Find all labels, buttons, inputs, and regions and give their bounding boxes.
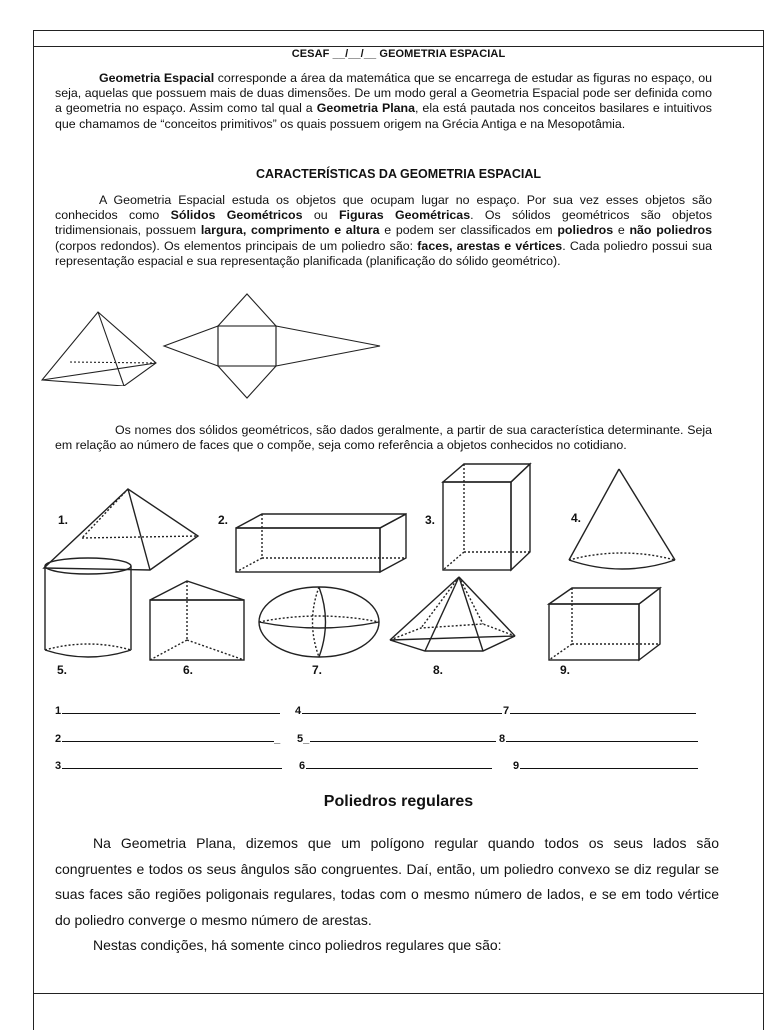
solid-5-cylinder: [42, 556, 134, 660]
solid-7-sphere: [256, 584, 382, 660]
footer-rule: [33, 993, 764, 994]
poliedros-regulares-paragraph: Na Geometria Plana, dizemos que um polígono regular quando todos os seus lados são congruentes e todos os seus ângulos são congruentes. Daí, então, um poliedro convexo se diz regular se suas faces são regiões poligonais regulares, todas com o mesmo número de lados, e se em todo vértice do poliedro converge o mesmo número de arestas. Nestas condições, há somente cinco poliedros regulares que são:: [55, 835, 719, 953]
solid-label-4: 4.: [571, 511, 582, 525]
answer-blank-1[interactable]: 1: [55, 704, 280, 717]
pyramid-figure: [40, 308, 160, 386]
solid-8-hexagonal-pyramid: [387, 574, 519, 654]
answer-blank-2[interactable]: 2 _: [55, 733, 281, 745]
solid-6-triangular-prism: [147, 578, 247, 662]
solid-label-7: 7.: [312, 663, 323, 677]
solid-4-cone: [565, 466, 680, 572]
solid-label-5: 5.: [57, 663, 68, 677]
header-rule: [33, 46, 764, 47]
solid-9-cube: [546, 586, 664, 662]
answer-blank-4[interactable]: 4: [295, 704, 502, 717]
intro-paragraph: Geometria Espacial corresponde a área da matemática que se encarrega de estudar as figuras no espaço, ou seja, aquelas que possuem mais de duas dimensões. De um modo geral a Geometria Espacial pode ser definida como a geometria no espaço. Assim como tal qual a Geometria Plana, ela está pautada nos conceitos basilares e intuitivos que chamamos de “conceitos primitivos” os quais possuem origem na Grécia Antiga e na Mesopotâmia.: [55, 71, 713, 131]
solid-label-2: 2.: [218, 513, 229, 527]
solid-label-6: 6.: [183, 663, 194, 677]
answer-blank-9[interactable]: 9: [513, 759, 698, 772]
answer-blank-6[interactable]: 6: [299, 759, 492, 772]
solid-2-prism: [232, 512, 412, 574]
solid-label-9: 9.: [560, 663, 571, 677]
caracteristicas-paragraph: A Geometria Espacial estuda os objetos que ocupam lugar no espaço. Por sua vez esses objetos são conhecidos como Sólidos Geométricos ou Figuras Geométricas. Os sólidos geométricos são objetos tridimensionais, possuem largura, comprimento e altura e podem ser classificados em poliedros e não poliedros (corpos redondos). Os elementos principais de um poliedro são: faces, arestas e vértices. Cada poliedro possui sua representação espacial e sua representação planificada (planificação do sólido geométrico).: [55, 193, 713, 268]
pyramid-net-figure: [160, 292, 385, 402]
nomes-paragraph: Os nomes dos sólidos geométricos, são dados geralmente, a partir de sua característica determinante. Seja em relação ao número de faces que o compõe, seja como referência a objetos conhecidos no cotidiano.: [55, 423, 712, 453]
solid-3-tall-prism: [440, 462, 535, 572]
answer-blank-5[interactable]: 5_: [297, 732, 496, 745]
solid-label-8: 8.: [433, 663, 444, 677]
solid-label-3: 3.: [425, 513, 436, 527]
worksheet-header: CESAF __/__/__ GEOMETRIA ESPACIAL: [291, 48, 506, 60]
answer-blank-3[interactable]: 3: [55, 759, 282, 772]
section-title-caracteristicas: CARACTERÍSTICAS DA GEOMETRIA ESPACIAL: [256, 167, 541, 181]
answer-blank-7[interactable]: 7: [503, 704, 696, 717]
poliedros-regulares-title: Poliedros regulares: [323, 793, 474, 810]
solid-label-1: 1.: [58, 513, 69, 527]
answer-blank-8[interactable]: 8: [499, 732, 698, 745]
